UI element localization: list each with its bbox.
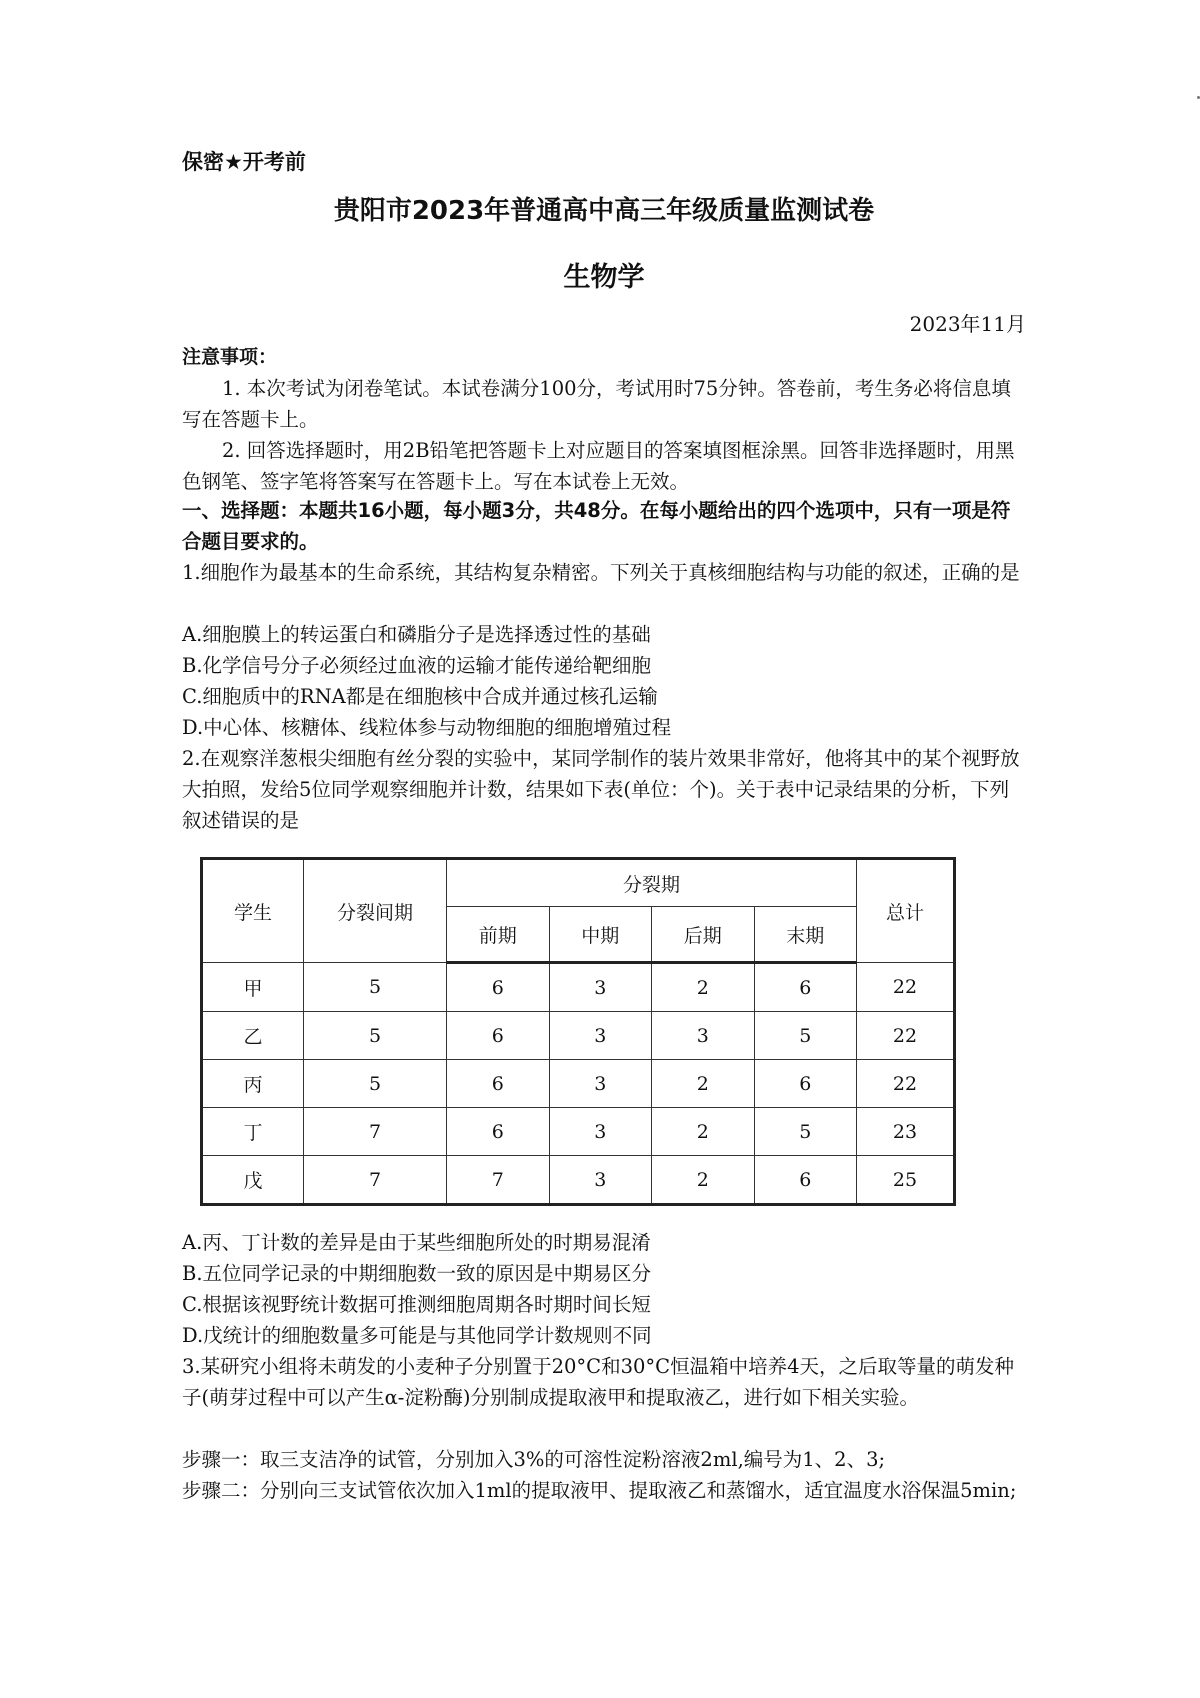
table-cell: 3: [549, 1012, 652, 1060]
table-cell: 6: [754, 1060, 857, 1108]
table-cell: 6: [447, 963, 550, 1012]
table-row: [202, 963, 955, 1012]
notice-item-2: 2. 回答选择题时，用2B铅笔把答题卡上对应题目的答案填图框涂黑。回答非选择题时，用黑色钢笔、签字笔将答案写在答题卡上。写在本试卷上无效。: [182, 439, 1015, 493]
table-cell: 5: [304, 1012, 447, 1060]
table-cell: 6: [754, 963, 857, 1012]
header-student: 学生: [202, 859, 304, 963]
subject-title: 生物学: [563, 262, 645, 293]
section-heading: 一、选择题：本题共16小题，每小题3分，共48分。在每小题给出的四个选项中，只有一项是符合题目要求的。: [182, 499, 1011, 553]
table-cell: 3: [652, 1012, 755, 1060]
confidential-label: 保密★开考前: [182, 150, 306, 174]
header-interphase: 分裂间期: [304, 859, 447, 963]
cell-count-table: [200, 857, 956, 1206]
table-cell: 戊: [202, 1156, 304, 1205]
table-cell: 6: [447, 1060, 550, 1108]
table-cell: 丁: [202, 1108, 304, 1156]
header-total: 总计: [857, 859, 955, 963]
q1-option-b: B.化学信号分子必须经过血液的运输才能传递给靶细胞: [182, 654, 652, 677]
table-cell: 5: [754, 1012, 857, 1060]
q3-step-2: 步骤二：分别向三支试管依次加入1ml的提取液甲、提取液乙和蒸馏水，适宜温度水浴保温5min;: [182, 1479, 1017, 1502]
table-cell: 22: [857, 1012, 955, 1060]
notice-heading: 注意事项：: [182, 346, 278, 368]
table-row: [202, 1012, 955, 1060]
table-cell: 6: [447, 1012, 550, 1060]
table-cell: 3: [549, 1156, 652, 1205]
table-cell: 22: [857, 963, 955, 1012]
table-cell: 2: [652, 1156, 755, 1205]
table-cell: 2: [652, 963, 755, 1012]
header-telophase: 末期: [754, 907, 857, 963]
table-cell: 7: [304, 1108, 447, 1156]
q3-stem: 3.某研究小组将未萌发的小麦种子分别置于20°C和30°C恒温箱中培养4天，之后取等量的萌发种子(萌芽过程中可以产生α-淀粉酶)分别制成提取液甲和提取液乙，进行如下相关实验。: [182, 1355, 1014, 1409]
header-metaphase: 中期: [549, 907, 652, 963]
q2-option-c: C.根据该视野统计数据可推测细胞周期各时期时间长短: [182, 1293, 651, 1316]
header-anaphase: 后期: [652, 907, 755, 963]
exam-date: 2023年11月: [909, 312, 1026, 336]
header-prophase: 前期: [447, 907, 550, 963]
q1-stem: 1.细胞作为最基本的生命系统，其结构复杂精密。下列关于真核细胞结构与功能的叙述，正确的是: [182, 561, 1020, 584]
table-cell: 7: [447, 1156, 550, 1205]
table-cell: 25: [857, 1156, 955, 1205]
q2-option-a: A.丙、丁计数的差异是由于某些细胞所处的时期易混淆: [182, 1231, 651, 1254]
table-cell: 23: [857, 1108, 955, 1156]
table-row: [202, 1156, 955, 1205]
table-cell: 3: [549, 963, 652, 1012]
table-cell: 3: [549, 1108, 652, 1156]
table-cell: 5: [304, 1060, 447, 1108]
table-row: [202, 1060, 955, 1108]
table-cell: 丙: [202, 1060, 304, 1108]
table-cell: 甲: [202, 963, 304, 1012]
table-cell: 5: [304, 963, 447, 1012]
table-cell: 6: [754, 1156, 857, 1205]
q1-option-c: C.细胞质中的RNA都是在细胞核中合成并通过核孔运输: [182, 685, 658, 708]
table-cell: 5: [754, 1108, 857, 1156]
q2-option-b: B.五位同学记录的中期细胞数一致的原因是中期易区分: [182, 1262, 652, 1285]
table-cell: 7: [304, 1156, 447, 1205]
table-row: [202, 1108, 955, 1156]
q3-step-1: 步骤一：取三支洁净的试管，分别加入3%的可溶性淀粉溶液2ml,编号为1、2、3;: [182, 1448, 886, 1471]
table-cell: 6: [447, 1108, 550, 1156]
q2-option-d: D.戊统计的细胞数量多可能是与其他同学计数规则不同: [182, 1324, 652, 1347]
q2-stem: 2.在观察洋葱根尖细胞有丝分裂的实验中，某同学制作的装片效果非常好，他将其中的某个视野放大拍照，发给5位同学观察细胞并计数，结果如下表(单位：个)。关于表中记录结果的分析，下列叙述错误的是: [182, 747, 1020, 832]
notice-item-1: 1. 本次考试为闭卷笔试。本试卷满分100分，考试用时75分钟。答卷前，考生务必将信息填写在答题卡上。: [182, 377, 1011, 431]
header-mitosis: 分裂期: [447, 859, 857, 907]
table-cell: 2: [652, 1108, 755, 1156]
exam-title: 贵阳市2023年普通高中高三年级质量监测试卷: [333, 196, 875, 226]
table-cell: 乙: [202, 1012, 304, 1060]
table-cell: 3: [549, 1060, 652, 1108]
q1-option-d: D.中心体、核糖体、线粒体参与动物细胞的细胞增殖过程: [182, 716, 672, 739]
q1-option-a: A.细胞膜上的转运蛋白和磷脂分子是选择透过性的基础: [182, 623, 651, 646]
table-cell: 2: [652, 1060, 755, 1108]
table-cell: 22: [857, 1060, 955, 1108]
